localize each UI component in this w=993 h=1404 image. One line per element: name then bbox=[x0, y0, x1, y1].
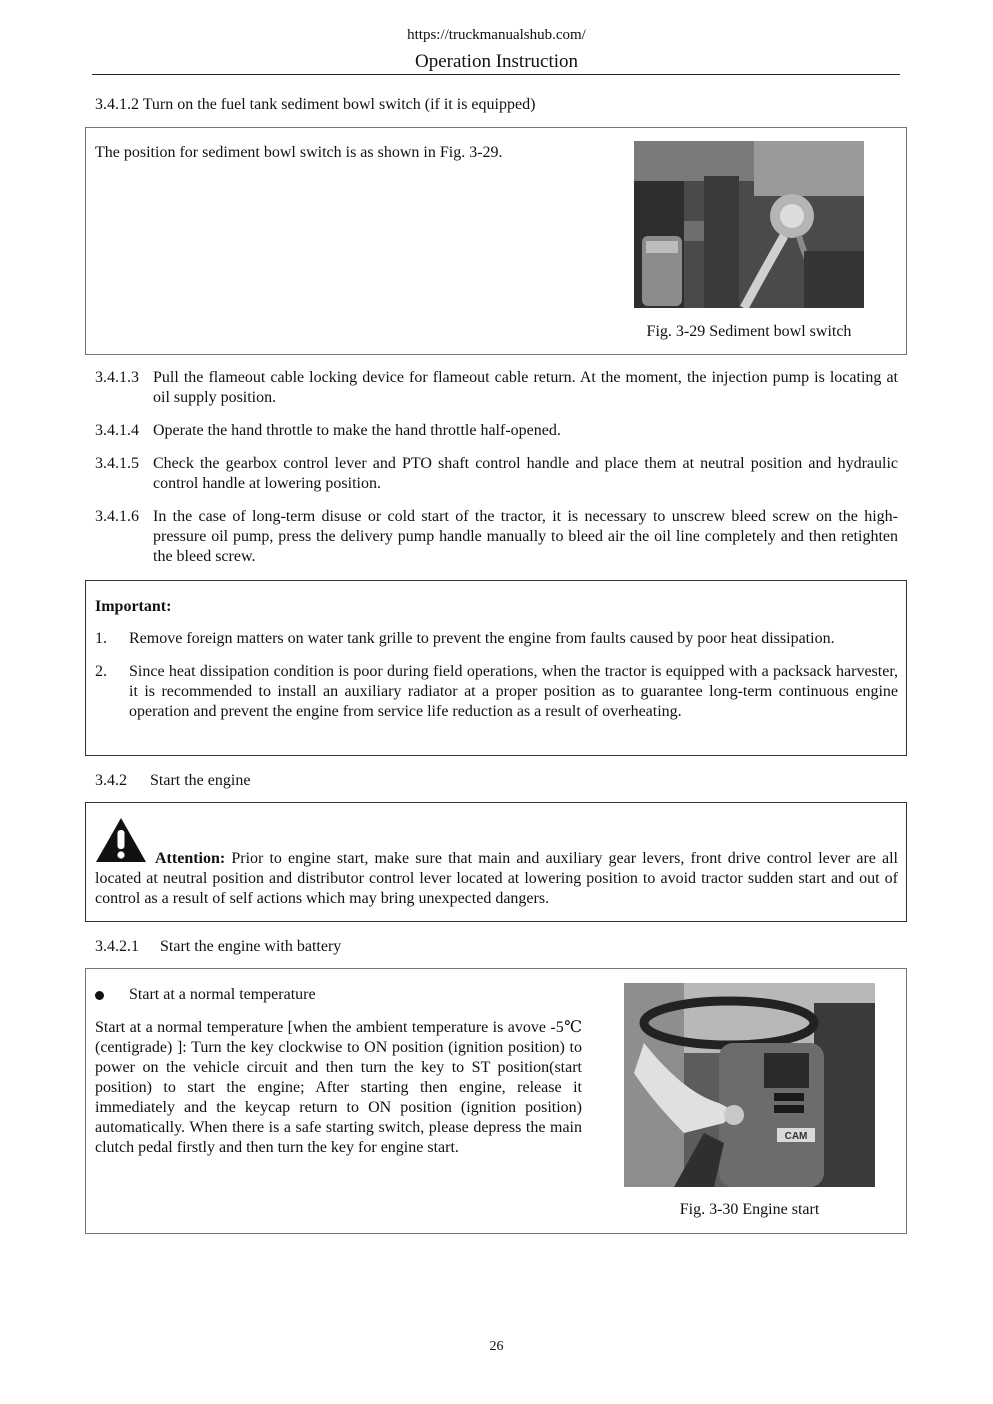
important-number: 1. bbox=[95, 630, 107, 647]
header-url: https://truckmanualshub.com/ bbox=[407, 27, 586, 43]
important-number: 2. bbox=[95, 663, 107, 680]
fig-3-30-caption: Fig. 3-30 Engine start bbox=[679, 1201, 820, 1218]
sediment-text: The position for sediment bowl switch is as shown in Fig. 3-29. bbox=[95, 144, 503, 161]
important-title: Important: bbox=[95, 598, 172, 615]
section-title: Start the engine with battery bbox=[160, 938, 342, 955]
section-number: 3.4.2 bbox=[95, 772, 127, 789]
step-number: 3.4.1.3 bbox=[95, 369, 139, 386]
header-title: Operation Instruction bbox=[414, 51, 579, 72]
important-text: Since heat dissipation condition is poor during field operations, when the tractor is equipped with a packsack harvester, it is recommended to install an auxiliary radiator at a proper position as to guarantee long-term continuous engine operation and prevent the engine from service life reduction as a result of overheating. bbox=[129, 663, 898, 720]
step-text: Check the gearbox control lever and PTO shaft control handle and place them at neutral position and hydraulic control handle at lowering position. bbox=[153, 455, 898, 492]
step-item bbox=[95, 368, 898, 408]
attention-text bbox=[95, 849, 898, 909]
step-number: 3.4.1.5 bbox=[95, 455, 139, 472]
bullet-dot bbox=[95, 991, 104, 1000]
step-text: Pull the flameout cable locking device for flameout cable return. At the moment, the injection pump is locating at oil supply position. bbox=[153, 369, 898, 406]
engine-start-box bbox=[85, 968, 907, 1234]
section-number: 3.4.2.1 bbox=[95, 938, 139, 955]
engine-start-text: Start at a normal temperature [when the ambient temperature is avove -5℃(centigrade) ]: Turn the key clockwise to ON position (ignition position) to power on the vehicle circuit and then turn the key to ST position(start position) to start the engine; After starting then engine, release it immediately and the keycap return to ON position (ignition position) automatically. When there is a safe starting switch, please depress the main clutch pedal firstly and then turn the key for engine start. bbox=[95, 1019, 582, 1156]
header-rule bbox=[92, 74, 900, 75]
engine-start-photo bbox=[624, 983, 875, 1187]
section-title: Start the engine bbox=[150, 772, 251, 789]
important-list bbox=[95, 629, 898, 722]
important-item bbox=[95, 629, 898, 649]
fig-3-29-caption: Fig. 3-29 Sediment bowl switch bbox=[646, 323, 852, 340]
step-item bbox=[95, 454, 898, 494]
page-number: 26 bbox=[489, 1339, 504, 1354]
important-box bbox=[85, 580, 907, 756]
step-text: Operate the hand throttle to make the hand throttle half-opened. bbox=[153, 422, 561, 439]
step-item bbox=[95, 507, 898, 567]
attention-box bbox=[85, 802, 907, 922]
sediment-bowl-photo bbox=[634, 141, 864, 308]
bullet-item bbox=[95, 985, 316, 1005]
cam-badge: CAM bbox=[784, 1131, 808, 1142]
section-heading-342 bbox=[95, 771, 250, 791]
sediment-box bbox=[85, 127, 907, 355]
section-heading-3412: 3.4.1.2 Turn on the fuel tank sediment bowl switch (if it is equipped) bbox=[95, 96, 536, 113]
attention-label: Attention: bbox=[155, 850, 226, 867]
important-item bbox=[95, 662, 898, 722]
bullet-text: Start at a normal temperature bbox=[129, 986, 316, 1003]
step-item bbox=[95, 421, 898, 441]
attention-body: Prior to engine start, make sure that main and auxiliary gear levers, front drive control lever are all located at neutral position and distributor control lever located at lowering position to avoid tractor sudden start and out of control as a result of self actions which may bring unexpected dangers. bbox=[95, 850, 898, 907]
step-number: 3.4.1.6 bbox=[95, 508, 139, 525]
section-heading-3421 bbox=[95, 937, 341, 957]
step-text: In the case of long-term disuse or cold start of the tractor, it is necessary to unscrew bleed screw on the high-pressure oil pump, press the delivery pump handle manually to bleed air the oil line completely and then retighten the bleed screw. bbox=[153, 508, 898, 565]
steps-list bbox=[95, 368, 898, 567]
important-text: Remove foreign matters on water tank grille to prevent the engine from faults caused by poor heat dissipation. bbox=[129, 630, 835, 647]
step-number: 3.4.1.4 bbox=[95, 422, 139, 439]
